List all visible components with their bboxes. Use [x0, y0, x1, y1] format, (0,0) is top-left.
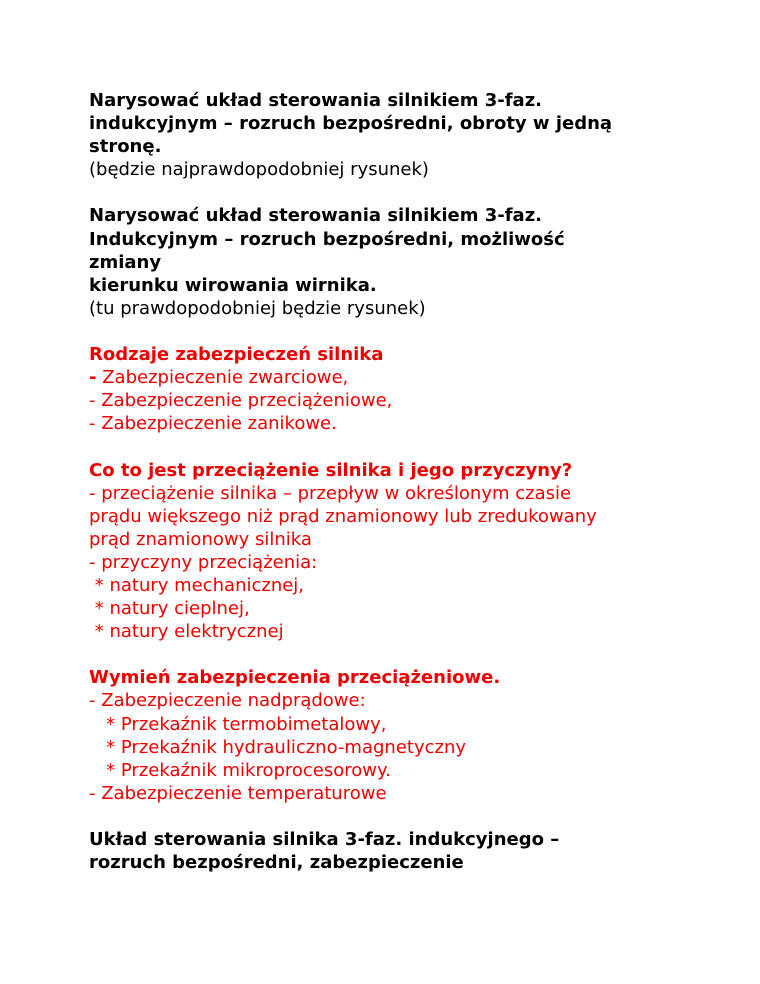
section-heading: Narysować układ sterowania silnikiem 3-faz.: [89, 90, 543, 111]
list-item: - Zabezpieczenie zanikowe.: [89, 413, 337, 435]
document-page: [89, 89, 729, 874]
list-item: * Przekaźnik hydrauliczno-magnetyczny: [89, 736, 466, 758]
section-protection-types: [89, 343, 729, 435]
spacer: [89, 320, 729, 343]
section-control-circuit-protection: [89, 828, 729, 874]
list-item: [89, 366, 729, 389]
section-overload-causes: [89, 459, 729, 644]
section-heading: Narysować układ sterowania silnikiem 3-faz.: [89, 205, 543, 227]
section-heading: indukcyjnym – rozruch bezpośredni, obroty w jedną: [89, 113, 613, 135]
section-overload-protections: [89, 666, 729, 805]
section-motor-one-direction: [89, 89, 729, 181]
list-item: * Przekaźnik termobimetalowy,: [89, 713, 387, 735]
section-heading: Układ sterowania silnika 3-faz. indukcyjnego –: [89, 829, 560, 850]
list-item: - Zabezpieczenie temperaturowe: [89, 782, 387, 804]
list-dash: -: [89, 367, 97, 389]
section-heading: Rodzaje zabezpieczeń silnika: [89, 344, 384, 366]
list-item: * Przekaźnik mikroprocesorowy.: [89, 759, 391, 781]
list-item: - przyczyny przeciążenia:: [89, 551, 318, 573]
list-item: prądu większego niż prąd znamionowy lub zredukowany: [89, 505, 597, 527]
list-item: * natury elektrycznej: [89, 621, 284, 643]
section-heading: Indukcyjnym – rozruch bezpośredni, możliwość: [89, 228, 565, 250]
list-item: - przeciążenie silnika – przepływ w określonym czasie: [89, 482, 572, 504]
spacer: [89, 805, 729, 828]
list-item: - Zabezpieczenie nadprądowe:: [89, 690, 366, 712]
list-item: prąd znamionowy silnika: [89, 528, 312, 550]
section-motor-reversing: [89, 204, 729, 319]
spacer: [89, 435, 729, 458]
list-item: * natury mechanicznej,: [89, 574, 305, 596]
section-heading: rozruch bezpośredni, zabezpieczenie: [89, 852, 464, 874]
section-heading: stronę.: [89, 136, 162, 158]
section-heading: Co to jest przeciążenie silnika i jego przyczyny?: [89, 459, 573, 481]
spacer: [89, 181, 729, 204]
list-item-text: Zabezpieczenie zwarciowe,: [96, 367, 349, 389]
spacer: [89, 643, 729, 666]
list-item: * natury cieplnej,: [89, 598, 250, 620]
section-note: (tu prawdopodobniej będzie rysunek): [89, 297, 426, 319]
section-heading: zmiany: [89, 251, 162, 273]
section-heading: Wymień zabezpieczenia przeciążeniowe.: [89, 667, 501, 689]
list-item: - Zabezpieczenie przeciążeniowe,: [89, 390, 393, 412]
section-heading: kierunku wirowania wirnika.: [89, 274, 377, 296]
section-note: (będzie najprawdopodobniej rysunek): [89, 159, 429, 181]
